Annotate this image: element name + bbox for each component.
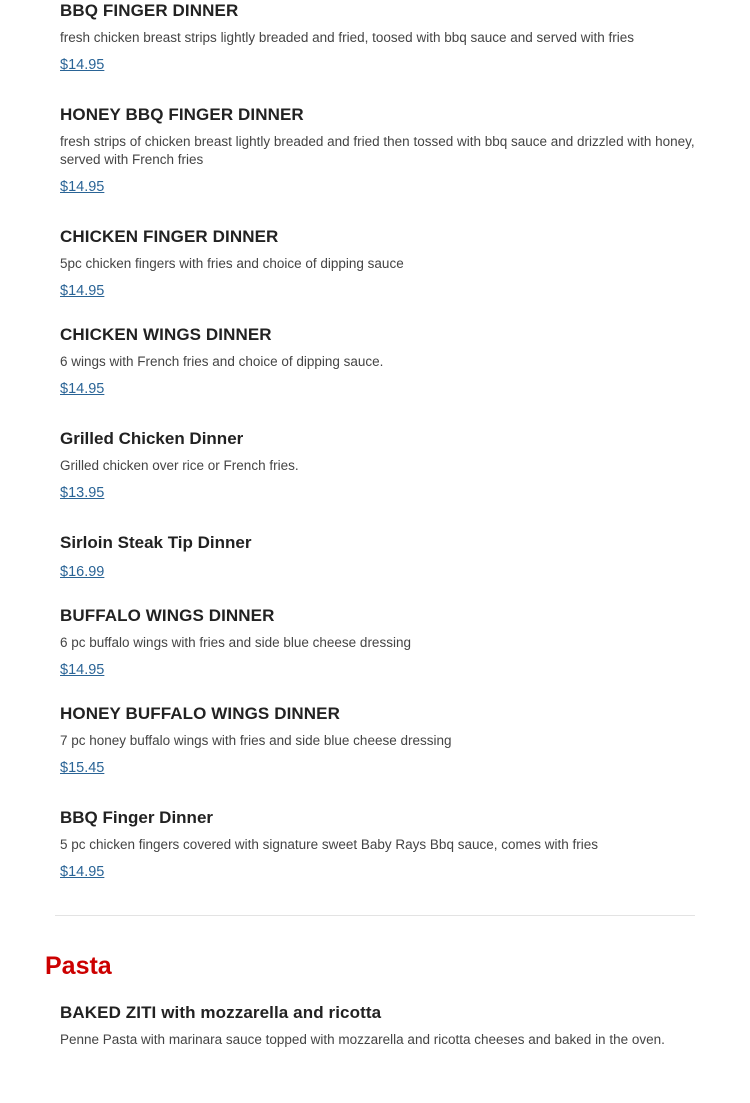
item-spacer xyxy=(0,581,750,605)
menu-item-price[interactable]: $14.95 xyxy=(60,864,105,880)
item-spacer xyxy=(0,196,750,226)
menu-item-description: 7 pc honey buffalo wings with fries and side blue cheese dressing xyxy=(60,733,452,748)
menu-item xyxy=(0,104,750,196)
item-spacer xyxy=(0,300,750,324)
menu-item xyxy=(0,807,750,881)
menu-item-description: fresh strips of chicken breast lightly breaded and fried then tossed with bbq sauce and drizzled with honey, served with French fries xyxy=(60,134,695,167)
menu-item xyxy=(0,703,750,777)
menu-item xyxy=(0,1002,750,1049)
menu-item-price[interactable]: $13.95 xyxy=(60,485,105,501)
menu-item-name: HONEY BUFFALO WINGS DINNER xyxy=(60,704,340,723)
menu-item-name: BUFFALO WINGS DINNER xyxy=(60,606,275,625)
item-spacer xyxy=(0,398,750,428)
menu-item-name: BBQ Finger Dinner xyxy=(60,808,214,827)
menu-item-price[interactable]: $14.95 xyxy=(60,662,105,678)
menu-item xyxy=(0,0,750,74)
section-body-pasta xyxy=(0,1002,750,1049)
menu-item-price[interactable]: $14.95 xyxy=(60,179,105,195)
menu-item-description: 6 wings with French fries and choice of dipping sauce. xyxy=(60,354,384,369)
menu-item-price[interactable]: $14.95 xyxy=(60,381,105,397)
menu-item-description: fresh chicken breast strips lightly breaded and fried, toosed with bbq sauce and served with fries xyxy=(60,30,635,45)
menu-item-name: CHICKEN WINGS DINNER xyxy=(60,325,272,344)
menu-item-description: 5pc chicken fingers with fries and choice of dipping sauce xyxy=(60,256,404,271)
menu-item-name: HONEY BBQ FINGER DINNER xyxy=(60,105,304,124)
menu-item-description: 5 pc chicken fingers covered with signature sweet Baby Rays Bbq sauce, comes with fries xyxy=(60,837,599,852)
menu-item-price[interactable]: $15.45 xyxy=(60,760,105,776)
menu-item-name: Grilled Chicken Dinner xyxy=(60,429,244,448)
section-title: Pasta xyxy=(45,952,112,980)
menu-item-name: CHICKEN FINGER DINNER xyxy=(60,227,279,246)
item-spacer xyxy=(0,74,750,104)
menu-item-price[interactable]: $16.99 xyxy=(60,564,105,580)
menu-item xyxy=(0,605,750,679)
item-spacer xyxy=(0,502,750,532)
section-divider xyxy=(55,915,695,916)
menu-item-name: BBQ FINGER DINNER xyxy=(60,1,239,20)
menu-item-description: Penne Pasta with marinara sauce topped with mozzarella and ricotta cheeses and baked in the oven. xyxy=(60,1032,665,1047)
menu-item xyxy=(0,324,750,398)
menu-item-price[interactable]: $14.95 xyxy=(60,283,105,299)
menu-item xyxy=(0,532,750,581)
menu-item xyxy=(0,428,750,502)
menu-item xyxy=(0,226,750,300)
item-spacer xyxy=(0,679,750,703)
menu-item-price[interactable]: $14.95 xyxy=(60,57,105,73)
menu-item-name: BAKED ZITI with mozzarella and ricotta xyxy=(60,1003,382,1022)
section-header-pasta xyxy=(0,950,750,982)
menu-item-name: Sirloin Steak Tip Dinner xyxy=(60,533,252,552)
menu-item-description: 6 pc buffalo wings with fries and side blue cheese dressing xyxy=(60,635,411,650)
item-spacer xyxy=(0,777,750,807)
menu-item-description: Grilled chicken over rice or French fries. xyxy=(60,458,299,473)
